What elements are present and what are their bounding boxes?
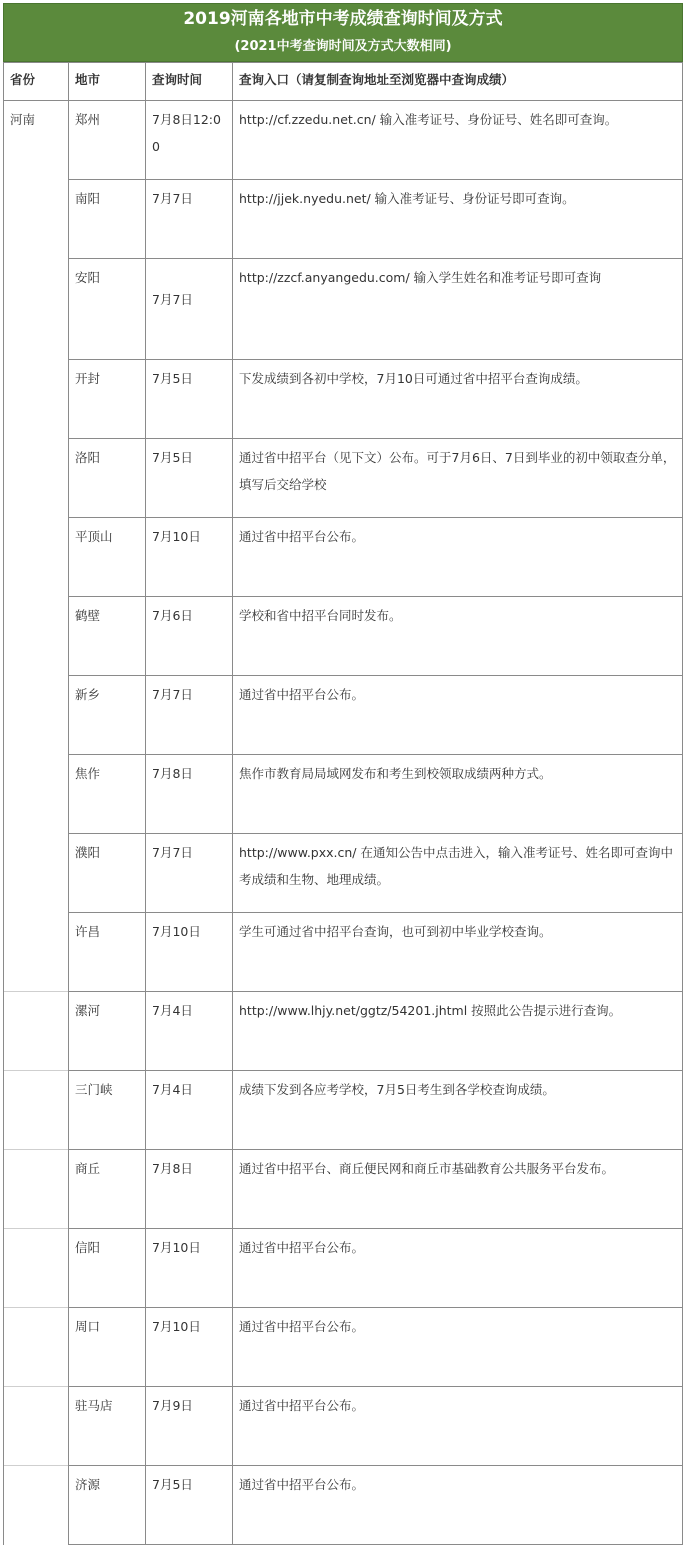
cell-time: 7月8日12:00 [146,101,233,180]
cell-city: 信阳 [69,1229,146,1308]
cell-entry: http://cf.zzedu.net.cn/ 输入准考证号、身份证号、姓名即可查询。 [233,101,683,180]
table-header-row [4,63,683,101]
cell-time: 7月8日 [146,755,233,834]
cell-province [4,1071,69,1150]
cell-time: 7月7日 [146,676,233,755]
cell-city: 郑州 [69,101,146,180]
page-title: 2019河南各地市中考成绩查询时间及方式 [183,9,503,29]
table-row [4,259,683,360]
cell-entry: 通过省中招平台（见下文）公布。可于7月6日、7日到毕业的初中领取查分单，填写后交给学校 [233,439,683,518]
table-row [4,1308,683,1387]
cell-city: 安阳 [69,259,146,360]
table-row [4,1466,683,1545]
cell-time: 7月4日 [146,1071,233,1150]
cell-entry: 通过省中招平台公布。 [233,1466,683,1545]
cell-province: 河南 [4,101,69,180]
cell-entry: http://www.lhjy.net/ggtz/54201.jhtml 按照此公告提示进行查询。 [233,992,683,1071]
cell-city: 周口 [69,1308,146,1387]
cell-entry: http://zzcf.anyangedu.com/ 输入学生姓名和准考证号即可查询 [233,259,683,360]
cell-city: 开封 [69,360,146,439]
cell-city: 许昌 [69,913,146,992]
cell-city: 鹤壁 [69,597,146,676]
column-header-city: 地市 [69,63,146,101]
cell-entry: 通过省中招平台、商丘便民网和商丘市基础教育公共服务平台发布。 [233,1150,683,1229]
cell-province [4,1387,69,1466]
cell-province [4,913,69,992]
table-row [4,180,683,259]
cell-entry: 下发成绩到各初中学校，7月10日可通过省中招平台查询成绩。 [233,360,683,439]
column-header-time: 查询时间 [146,63,233,101]
cell-entry: 通过省中招平台公布。 [233,1387,683,1466]
page [3,3,683,1545]
cell-time: 7月4日 [146,992,233,1071]
cell-time: 7月7日 [146,834,233,913]
cell-time: 7月5日 [146,360,233,439]
cell-entry: http://www.pxx.cn/ 在通知公告中点击进入，输入准考证号、姓名即可查询中考成绩和生物、地理成绩。 [233,834,683,913]
cell-province [4,676,69,755]
cell-time: 7月7日 [146,259,233,360]
cell-province [4,360,69,439]
cell-time: 7月10日 [146,518,233,597]
cell-province [4,1150,69,1229]
cell-city: 漯河 [69,992,146,1071]
cell-entry: 通过省中招平台公布。 [233,1229,683,1308]
score-query-table [3,62,683,1545]
table-row [4,1229,683,1308]
cell-entry: 学生可通过省中招平台查询，也可到初中毕业学校查询。 [233,913,683,992]
cell-province [4,259,69,360]
cell-city: 商丘 [69,1150,146,1229]
page-subtitle: (2021中考查询时间及方式大数相同) [234,39,452,54]
cell-province [4,1229,69,1308]
cell-entry: 通过省中招平台公布。 [233,518,683,597]
table-body [4,101,683,1545]
cell-province [4,834,69,913]
cell-province [4,1308,69,1387]
cell-time: 7月5日 [146,1466,233,1545]
cell-time: 7月10日 [146,1308,233,1387]
table-row [4,1150,683,1229]
cell-time: 7月10日 [146,1229,233,1308]
cell-time: 7月6日 [146,597,233,676]
table-row [4,755,683,834]
table-row [4,439,683,518]
cell-province [4,518,69,597]
column-header-entry: 查询入口（请复制查询地址至浏览器中查询成绩） [233,63,683,101]
table-row [4,1071,683,1150]
cell-province [4,597,69,676]
cell-time: 7月10日 [146,913,233,992]
title-banner [3,3,683,62]
cell-time: 7月9日 [146,1387,233,1466]
cell-province [4,992,69,1071]
cell-entry: 成绩下发到各应考学校，7月5日考生到各学校查询成绩。 [233,1071,683,1150]
cell-city: 驻马店 [69,1387,146,1466]
cell-province [4,439,69,518]
table-row [4,676,683,755]
table-row [4,834,683,913]
cell-city: 新乡 [69,676,146,755]
table-row [4,913,683,992]
column-header-province: 省份 [4,63,69,101]
table-row [4,1387,683,1466]
cell-entry: http://jjek.nyedu.net/ 输入准考证号、身份证号即可查询。 [233,180,683,259]
cell-province [4,1466,69,1545]
cell-entry: 学校和省中招平台同时发布。 [233,597,683,676]
cell-time: 7月5日 [146,439,233,518]
cell-entry: 通过省中招平台公布。 [233,1308,683,1387]
table-row [4,360,683,439]
cell-city: 濮阳 [69,834,146,913]
cell-city: 三门峡 [69,1071,146,1150]
cell-entry: 通过省中招平台公布。 [233,676,683,755]
cell-province [4,180,69,259]
cell-province [4,755,69,834]
cell-city: 南阳 [69,180,146,259]
cell-city: 洛阳 [69,439,146,518]
cell-city: 平顶山 [69,518,146,597]
table-row [4,597,683,676]
cell-city: 焦作 [69,755,146,834]
table-row [4,992,683,1071]
table-row [4,518,683,597]
cell-time: 7月7日 [146,180,233,259]
cell-city: 济源 [69,1466,146,1545]
cell-time: 7月8日 [146,1150,233,1229]
table-row [4,101,683,180]
cell-entry: 焦作市教育局局域网发布和考生到校领取成绩两种方式。 [233,755,683,834]
